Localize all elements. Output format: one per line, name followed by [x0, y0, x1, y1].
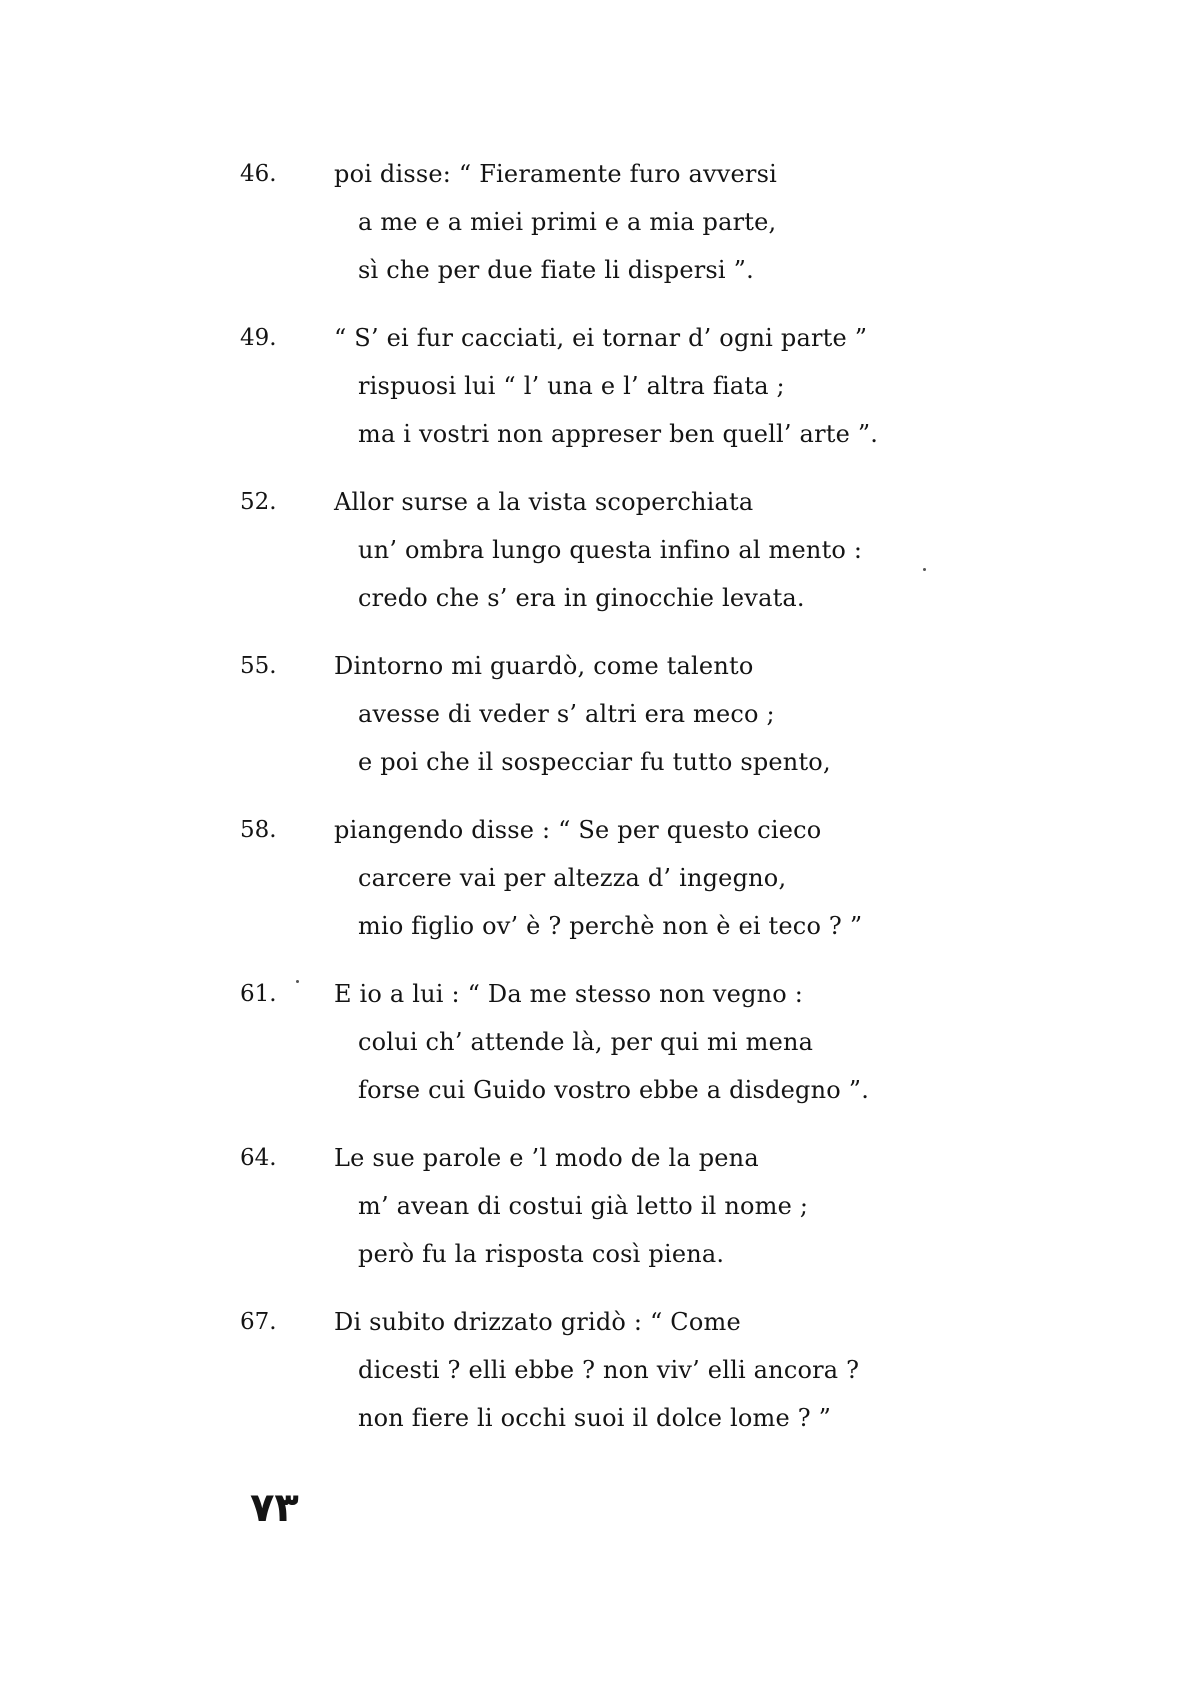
verse-line: carcere vai per altezza d’ ingegno, — [358, 864, 787, 892]
tercet-number: 49. — [240, 325, 277, 351]
tercet-number: 64. — [240, 1145, 277, 1171]
print-speck — [923, 568, 926, 571]
verse-line: Le sue parole e ’l modo de la pena — [334, 1144, 759, 1172]
verse-line: mio figlio ov’ è ? perchè non è ei teco ? ” — [358, 912, 863, 940]
verse-line: a me e a miei primi e a mia parte, — [358, 208, 777, 236]
verse-line: avesse di veder s’ altri era meco ; — [358, 700, 775, 728]
tercet-number: 67. — [240, 1309, 277, 1335]
verse-line: non fiere li occhi suoi il dolce lome ? ” — [358, 1404, 832, 1432]
verse-line: Dintorno mi guardò, come talento — [334, 652, 754, 680]
tercet-49 — [240, 314, 960, 478]
verse-line: forse cui Guido vostro ebbe a disdegno ”. — [358, 1076, 870, 1104]
verse-line: Di subito drizzato gridò : “ Come — [334, 1308, 741, 1336]
tercet-46 — [240, 150, 960, 314]
verse-line: rispuosi lui “ l’ una e l’ altra fiata ; — [358, 372, 785, 400]
verse-line: m’ avean di costui già letto il nome ; — [358, 1192, 809, 1220]
page-number: ٧٣ — [250, 1485, 299, 1531]
verse-line: poi disse: “ Fieramente furo avversi — [334, 160, 777, 188]
tercet-number: 52. — [240, 489, 277, 515]
print-speck — [296, 980, 299, 983]
verse-line: credo che s’ era in ginocchie levata. — [358, 584, 805, 612]
verse-line: però fu la risposta così piena. — [358, 1240, 725, 1268]
verse-line: colui ch’ attende là, per qui mi mena — [358, 1028, 814, 1056]
tercet-55 — [240, 642, 960, 806]
verse-line: sì che per due fiate li dispersi ”. — [358, 256, 754, 284]
verse-line: e poi che il sospecciar fu tutto spento, — [358, 748, 831, 776]
tercet-number: 55. — [240, 653, 277, 679]
tercet-number: 46. — [240, 161, 277, 187]
verse-line: ma i vostri non appreser ben quell’ arte ”. — [358, 420, 879, 448]
verse-line: “ S’ ei fur cacciati, ei tornar d’ ogni parte ” — [334, 324, 868, 352]
verse-line: dicesti ? elli ebbe ? non viv’ elli ancora ? — [358, 1356, 860, 1384]
tercet-58 — [240, 806, 960, 970]
poem-text — [240, 150, 960, 1462]
tercet-61 — [240, 970, 960, 1134]
tercet-number: 61. — [240, 981, 277, 1007]
verse-line: un’ ombra lungo questa infino al mento : — [358, 536, 863, 564]
tercet-52 — [240, 478, 960, 642]
tercet-64 — [240, 1134, 960, 1298]
tercet-number: 58. — [240, 817, 277, 843]
tercet-67 — [240, 1298, 960, 1462]
verse-line: E io a lui : “ Da me stesso non vegno : — [334, 980, 804, 1008]
verse-line: Allor surse a la vista scoperchiata — [334, 488, 754, 516]
verse-line: piangendo disse : “ Se per questo cieco — [334, 816, 822, 844]
